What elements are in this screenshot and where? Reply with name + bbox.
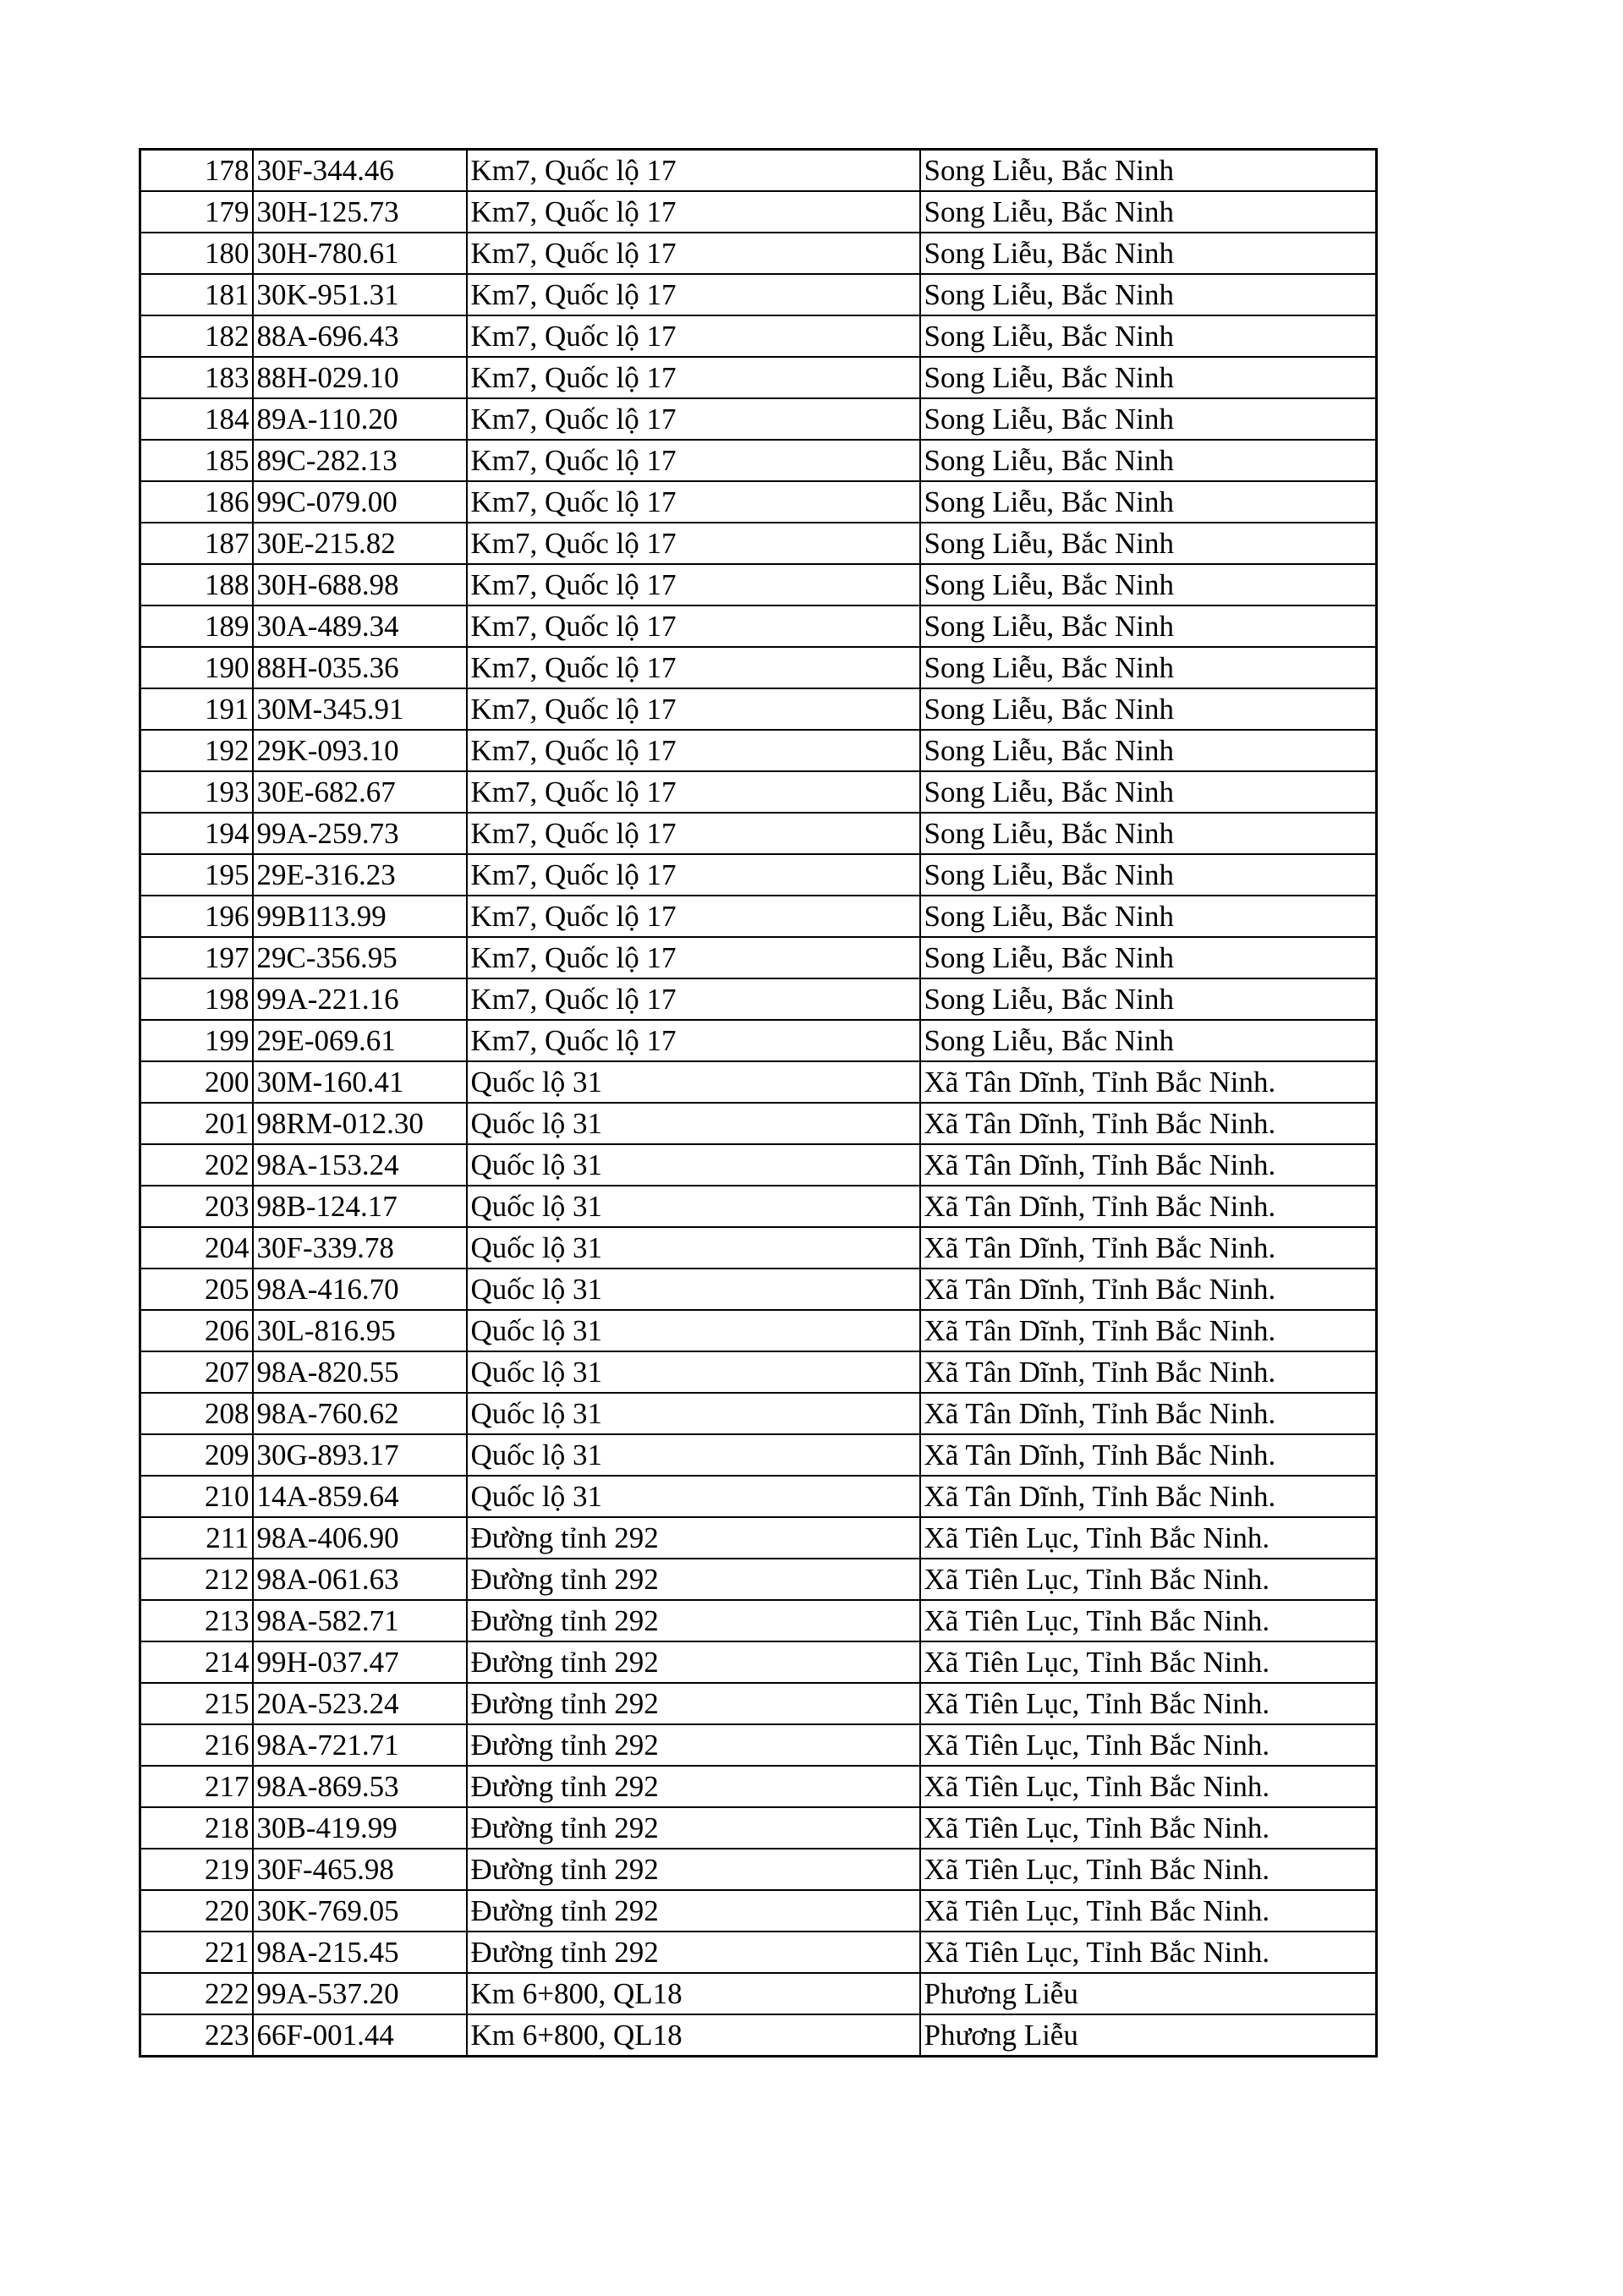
violation-location-cell: Km7, Quốc lộ 17 xyxy=(467,813,920,854)
table-row xyxy=(140,150,1377,192)
license-plate-cell: 30K-951.31 xyxy=(253,274,467,315)
row-number-cell: 192 xyxy=(140,730,253,771)
table-row xyxy=(140,1351,1377,1393)
row-number-cell: 210 xyxy=(140,1476,253,1517)
table-row xyxy=(140,1186,1377,1227)
area-cell: Song Liễu, Bắc Ninh xyxy=(920,896,1377,937)
row-number-cell: 208 xyxy=(140,1393,253,1434)
violation-location-cell: Km7, Quốc lộ 17 xyxy=(467,937,920,978)
license-plate-cell: 98B-124.17 xyxy=(253,1186,467,1227)
violation-location-cell: Km7, Quốc lộ 17 xyxy=(467,315,920,357)
row-number-cell: 182 xyxy=(140,315,253,357)
area-cell: Xã Tiên Lục, Tỉnh Bắc Ninh. xyxy=(920,1807,1377,1849)
table-row xyxy=(140,1683,1377,1724)
row-number-cell: 209 xyxy=(140,1434,253,1476)
area-cell: Song Liễu, Bắc Ninh xyxy=(920,688,1377,730)
violation-location-cell: Km7, Quốc lộ 17 xyxy=(467,647,920,688)
violation-location-cell: Km 6+800, QL18 xyxy=(467,2014,920,2057)
table-row xyxy=(140,1020,1377,1061)
area-cell: Song Liễu, Bắc Ninh xyxy=(920,937,1377,978)
table-row xyxy=(140,1641,1377,1683)
table-row xyxy=(140,1932,1377,1973)
area-cell: Xã Tân Dĩnh, Tỉnh Bắc Ninh. xyxy=(920,1144,1377,1186)
row-number-cell: 206 xyxy=(140,1310,253,1351)
violation-location-cell: Quốc lộ 31 xyxy=(467,1144,920,1186)
license-plate-cell: 29C-356.95 xyxy=(253,937,467,978)
table-row xyxy=(140,1227,1377,1269)
violation-location-cell: Đường tỉnh 292 xyxy=(467,1724,920,1766)
row-number-cell: 187 xyxy=(140,523,253,564)
table-row xyxy=(140,398,1377,440)
violation-location-cell: Quốc lộ 31 xyxy=(467,1269,920,1310)
license-plate-cell: 88A-696.43 xyxy=(253,315,467,357)
violation-location-cell: Đường tỉnh 292 xyxy=(467,1932,920,1973)
area-cell: Xã Tiên Lục, Tỉnh Bắc Ninh. xyxy=(920,1724,1377,1766)
row-number-cell: 202 xyxy=(140,1144,253,1186)
license-plate-cell: 30H-780.61 xyxy=(253,233,467,274)
row-number-cell: 218 xyxy=(140,1807,253,1849)
license-plate-cell: 30H-125.73 xyxy=(253,191,467,233)
violation-location-cell: Km7, Quốc lộ 17 xyxy=(467,357,920,398)
area-cell: Phương Liễu xyxy=(920,2014,1377,2057)
row-number-cell: 180 xyxy=(140,233,253,274)
violation-location-cell: Km7, Quốc lộ 17 xyxy=(467,523,920,564)
area-cell: Song Liễu, Bắc Ninh xyxy=(920,730,1377,771)
row-number-cell: 216 xyxy=(140,1724,253,1766)
license-plate-cell: 99A-259.73 xyxy=(253,813,467,854)
area-cell: Xã Tiên Lục, Tỉnh Bắc Ninh. xyxy=(920,1641,1377,1683)
row-number-cell: 193 xyxy=(140,771,253,813)
row-number-cell: 194 xyxy=(140,813,253,854)
area-cell: Xã Tân Dĩnh, Tỉnh Bắc Ninh. xyxy=(920,1393,1377,1434)
license-plate-cell: 20A-523.24 xyxy=(253,1683,467,1724)
area-cell: Xã Tiên Lục, Tỉnh Bắc Ninh. xyxy=(920,1890,1377,1932)
table-row xyxy=(140,564,1377,606)
license-plate-cell: 30K-769.05 xyxy=(253,1890,467,1932)
area-cell: Xã Tiên Lục, Tỉnh Bắc Ninh. xyxy=(920,1683,1377,1724)
area-cell: Song Liễu, Bắc Ninh xyxy=(920,978,1377,1020)
table-row xyxy=(140,978,1377,1020)
row-number-cell: 221 xyxy=(140,1932,253,1973)
license-plate-cell: 30F-339.78 xyxy=(253,1227,467,1269)
violation-location-cell: Quốc lộ 31 xyxy=(467,1103,920,1144)
row-number-cell: 191 xyxy=(140,688,253,730)
row-number-cell: 186 xyxy=(140,481,253,523)
row-number-cell: 197 xyxy=(140,937,253,978)
license-plate-cell: 29E-316.23 xyxy=(253,854,467,896)
violation-location-cell: Quốc lộ 31 xyxy=(467,1310,920,1351)
violation-location-cell: Quốc lộ 31 xyxy=(467,1061,920,1103)
violation-location-cell: Km7, Quốc lộ 17 xyxy=(467,1020,920,1061)
license-plate-cell: 98A-721.71 xyxy=(253,1724,467,1766)
violation-location-cell: Đường tỉnh 292 xyxy=(467,1559,920,1600)
table-row xyxy=(140,523,1377,564)
area-cell: Xã Tiên Lục, Tỉnh Bắc Ninh. xyxy=(920,1932,1377,1973)
area-cell: Xã Tân Dĩnh, Tỉnh Bắc Ninh. xyxy=(920,1061,1377,1103)
table-row xyxy=(140,1766,1377,1807)
area-cell: Song Liễu, Bắc Ninh xyxy=(920,564,1377,606)
area-cell: Song Liễu, Bắc Ninh xyxy=(920,523,1377,564)
license-plate-cell: 89A-110.20 xyxy=(253,398,467,440)
table-row xyxy=(140,440,1377,481)
violation-location-cell: Km 6+800, QL18 xyxy=(467,1973,920,2014)
license-plate-cell: 66F-001.44 xyxy=(253,2014,467,2057)
table-row xyxy=(140,1849,1377,1890)
area-cell: Song Liễu, Bắc Ninh xyxy=(920,481,1377,523)
violation-location-cell: Km7, Quốc lộ 17 xyxy=(467,481,920,523)
row-number-cell: 201 xyxy=(140,1103,253,1144)
violation-location-cell: Km7, Quốc lộ 17 xyxy=(467,274,920,315)
violation-location-cell: Đường tỉnh 292 xyxy=(467,1683,920,1724)
license-plate-cell: 30M-345.91 xyxy=(253,688,467,730)
violation-location-cell: Quốc lộ 31 xyxy=(467,1434,920,1476)
violation-location-cell: Quốc lộ 31 xyxy=(467,1393,920,1434)
row-number-cell: 198 xyxy=(140,978,253,1020)
license-plate-cell: 98A-416.70 xyxy=(253,1269,467,1310)
violation-location-cell: Quốc lộ 31 xyxy=(467,1476,920,1517)
row-number-cell: 219 xyxy=(140,1849,253,1890)
table-row xyxy=(140,274,1377,315)
license-plate-cell: 98A-153.24 xyxy=(253,1144,467,1186)
area-cell: Song Liễu, Bắc Ninh xyxy=(920,647,1377,688)
table-row xyxy=(140,1393,1377,1434)
row-number-cell: 213 xyxy=(140,1600,253,1641)
area-cell: Song Liễu, Bắc Ninh xyxy=(920,150,1377,192)
table-row xyxy=(140,191,1377,233)
table-row xyxy=(140,854,1377,896)
license-plate-cell: 99C-079.00 xyxy=(253,481,467,523)
violation-location-cell: Km7, Quốc lộ 17 xyxy=(467,688,920,730)
violation-location-cell: Km7, Quốc lộ 17 xyxy=(467,398,920,440)
violation-location-cell: Km7, Quốc lộ 17 xyxy=(467,606,920,647)
row-number-cell: 183 xyxy=(140,357,253,398)
license-plate-cell: 98A-061.63 xyxy=(253,1559,467,1600)
row-number-cell: 211 xyxy=(140,1517,253,1559)
row-number-cell: 190 xyxy=(140,647,253,688)
license-plate-cell: 30E-215.82 xyxy=(253,523,467,564)
license-plate-cell: 98A-760.62 xyxy=(253,1393,467,1434)
area-cell: Xã Tiên Lục, Tỉnh Bắc Ninh. xyxy=(920,1600,1377,1641)
violation-location-cell: Đường tỉnh 292 xyxy=(467,1807,920,1849)
table-row xyxy=(140,1269,1377,1310)
area-cell: Song Liễu, Bắc Ninh xyxy=(920,274,1377,315)
license-plate-cell: 98A-582.71 xyxy=(253,1600,467,1641)
table-row xyxy=(140,1476,1377,1517)
violation-location-cell: Km7, Quốc lộ 17 xyxy=(467,440,920,481)
row-number-cell: 189 xyxy=(140,606,253,647)
area-cell: Xã Tiên Lục, Tỉnh Bắc Ninh. xyxy=(920,1766,1377,1807)
license-plate-cell: 88H-029.10 xyxy=(253,357,467,398)
area-cell: Xã Tân Dĩnh, Tỉnh Bắc Ninh. xyxy=(920,1227,1377,1269)
area-cell: Xã Tiên Lục, Tỉnh Bắc Ninh. xyxy=(920,1517,1377,1559)
table-row xyxy=(140,357,1377,398)
area-cell: Xã Tân Dĩnh, Tỉnh Bắc Ninh. xyxy=(920,1351,1377,1393)
table-row xyxy=(140,1103,1377,1144)
table-row xyxy=(140,771,1377,813)
license-plate-cell: 30F-344.46 xyxy=(253,150,467,192)
license-plate-cell: 99H-037.47 xyxy=(253,1641,467,1683)
area-cell: Song Liễu, Bắc Ninh xyxy=(920,854,1377,896)
table-row xyxy=(140,1144,1377,1186)
license-plate-cell: 29K-093.10 xyxy=(253,730,467,771)
license-plate-cell: 14A-859.64 xyxy=(253,1476,467,1517)
row-number-cell: 220 xyxy=(140,1890,253,1932)
table-row xyxy=(140,233,1377,274)
row-number-cell: 179 xyxy=(140,191,253,233)
table-row xyxy=(140,1724,1377,1766)
table-row xyxy=(140,1434,1377,1476)
table-row xyxy=(140,647,1377,688)
license-plate-cell: 30F-465.98 xyxy=(253,1849,467,1890)
row-number-cell: 212 xyxy=(140,1559,253,1600)
row-number-cell: 204 xyxy=(140,1227,253,1269)
area-cell: Xã Tân Dĩnh, Tỉnh Bắc Ninh. xyxy=(920,1269,1377,1310)
license-plate-cell: 89C-282.13 xyxy=(253,440,467,481)
license-plate-cell: 99B113.99 xyxy=(253,896,467,937)
area-cell: Phương Liễu xyxy=(920,1973,1377,2014)
table-row xyxy=(140,1890,1377,1932)
license-plate-cell: 30M-160.41 xyxy=(253,1061,467,1103)
license-plate-cell: 30G-893.17 xyxy=(253,1434,467,1476)
row-number-cell: 199 xyxy=(140,1020,253,1061)
violation-location-cell: Km7, Quốc lộ 17 xyxy=(467,150,920,192)
area-cell: Song Liễu, Bắc Ninh xyxy=(920,1020,1377,1061)
violation-location-cell: Km7, Quốc lộ 17 xyxy=(467,854,920,896)
table-row xyxy=(140,1973,1377,2014)
row-number-cell: 207 xyxy=(140,1351,253,1393)
violation-location-cell: Quốc lộ 31 xyxy=(467,1227,920,1269)
violation-location-cell: Km7, Quốc lộ 17 xyxy=(467,564,920,606)
row-number-cell: 195 xyxy=(140,854,253,896)
table-row xyxy=(140,688,1377,730)
table-row xyxy=(140,1061,1377,1103)
table-row xyxy=(140,896,1377,937)
violation-location-cell: Km7, Quốc lộ 17 xyxy=(467,730,920,771)
area-cell: Song Liễu, Bắc Ninh xyxy=(920,315,1377,357)
violation-location-cell: Đường tỉnh 292 xyxy=(467,1890,920,1932)
table-row xyxy=(140,937,1377,978)
table-row xyxy=(140,606,1377,647)
license-plate-cell: 99A-221.16 xyxy=(253,978,467,1020)
area-cell: Song Liễu, Bắc Ninh xyxy=(920,771,1377,813)
row-number-cell: 222 xyxy=(140,1973,253,2014)
license-plate-cell: 30A-489.34 xyxy=(253,606,467,647)
area-cell: Song Liễu, Bắc Ninh xyxy=(920,357,1377,398)
row-number-cell: 184 xyxy=(140,398,253,440)
area-cell: Song Liễu, Bắc Ninh xyxy=(920,813,1377,854)
violation-location-cell: Km7, Quốc lộ 17 xyxy=(467,771,920,813)
row-number-cell: 215 xyxy=(140,1683,253,1724)
violation-location-cell: Đường tỉnh 292 xyxy=(467,1641,920,1683)
violation-location-cell: Đường tỉnh 292 xyxy=(467,1766,920,1807)
violation-location-cell: Đường tỉnh 292 xyxy=(467,1849,920,1890)
area-cell: Xã Tân Dĩnh, Tỉnh Bắc Ninh. xyxy=(920,1434,1377,1476)
area-cell: Xã Tiên Lục, Tỉnh Bắc Ninh. xyxy=(920,1849,1377,1890)
table-body xyxy=(140,150,1377,2057)
table-row xyxy=(140,1600,1377,1641)
area-cell: Song Liễu, Bắc Ninh xyxy=(920,606,1377,647)
violation-location-cell: Km7, Quốc lộ 17 xyxy=(467,233,920,274)
violation-records-table xyxy=(139,148,1378,2058)
violation-location-cell: Km7, Quốc lộ 17 xyxy=(467,978,920,1020)
area-cell: Song Liễu, Bắc Ninh xyxy=(920,440,1377,481)
row-number-cell: 217 xyxy=(140,1766,253,1807)
row-number-cell: 185 xyxy=(140,440,253,481)
license-plate-cell: 98A-215.45 xyxy=(253,1932,467,1973)
violation-location-cell: Km7, Quốc lộ 17 xyxy=(467,191,920,233)
row-number-cell: 205 xyxy=(140,1269,253,1310)
license-plate-cell: 98A-820.55 xyxy=(253,1351,467,1393)
area-cell: Song Liễu, Bắc Ninh xyxy=(920,233,1377,274)
table-row xyxy=(140,2014,1377,2057)
violation-location-cell: Đường tỉnh 292 xyxy=(467,1600,920,1641)
license-plate-cell: 30E-682.67 xyxy=(253,771,467,813)
table-row xyxy=(140,1517,1377,1559)
license-plate-cell: 30H-688.98 xyxy=(253,564,467,606)
row-number-cell: 188 xyxy=(140,564,253,606)
table-row xyxy=(140,1807,1377,1849)
area-cell: Xã Tân Dĩnh, Tỉnh Bắc Ninh. xyxy=(920,1310,1377,1351)
row-number-cell: 223 xyxy=(140,2014,253,2057)
area-cell: Xã Tiên Lục, Tỉnh Bắc Ninh. xyxy=(920,1559,1377,1600)
license-plate-cell: 98A-406.90 xyxy=(253,1517,467,1559)
area-cell: Xã Tân Dĩnh, Tỉnh Bắc Ninh. xyxy=(920,1103,1377,1144)
violation-location-cell: Đường tỉnh 292 xyxy=(467,1517,920,1559)
row-number-cell: 200 xyxy=(140,1061,253,1103)
license-plate-cell: 88H-035.36 xyxy=(253,647,467,688)
violation-location-cell: Quốc lộ 31 xyxy=(467,1351,920,1393)
area-cell: Song Liễu, Bắc Ninh xyxy=(920,191,1377,233)
row-number-cell: 196 xyxy=(140,896,253,937)
license-plate-cell: 99A-537.20 xyxy=(253,1973,467,2014)
violation-location-cell: Quốc lộ 31 xyxy=(467,1186,920,1227)
table-row xyxy=(140,1559,1377,1600)
license-plate-cell: 30L-816.95 xyxy=(253,1310,467,1351)
row-number-cell: 181 xyxy=(140,274,253,315)
area-cell: Xã Tân Dĩnh, Tỉnh Bắc Ninh. xyxy=(920,1186,1377,1227)
license-plate-cell: 30B-419.99 xyxy=(253,1807,467,1849)
area-cell: Xã Tân Dĩnh, Tỉnh Bắc Ninh. xyxy=(920,1476,1377,1517)
area-cell: Song Liễu, Bắc Ninh xyxy=(920,398,1377,440)
violation-location-cell: Km7, Quốc lộ 17 xyxy=(467,896,920,937)
license-plate-cell: 29E-069.61 xyxy=(253,1020,467,1061)
license-plate-cell: 98A-869.53 xyxy=(253,1766,467,1807)
row-number-cell: 214 xyxy=(140,1641,253,1683)
row-number-cell: 203 xyxy=(140,1186,253,1227)
table-row xyxy=(140,813,1377,854)
license-plate-cell: 98RM-012.30 xyxy=(253,1103,467,1144)
row-number-cell: 178 xyxy=(140,150,253,192)
table-row xyxy=(140,481,1377,523)
table-row xyxy=(140,315,1377,357)
table-row xyxy=(140,730,1377,771)
table-row xyxy=(140,1310,1377,1351)
